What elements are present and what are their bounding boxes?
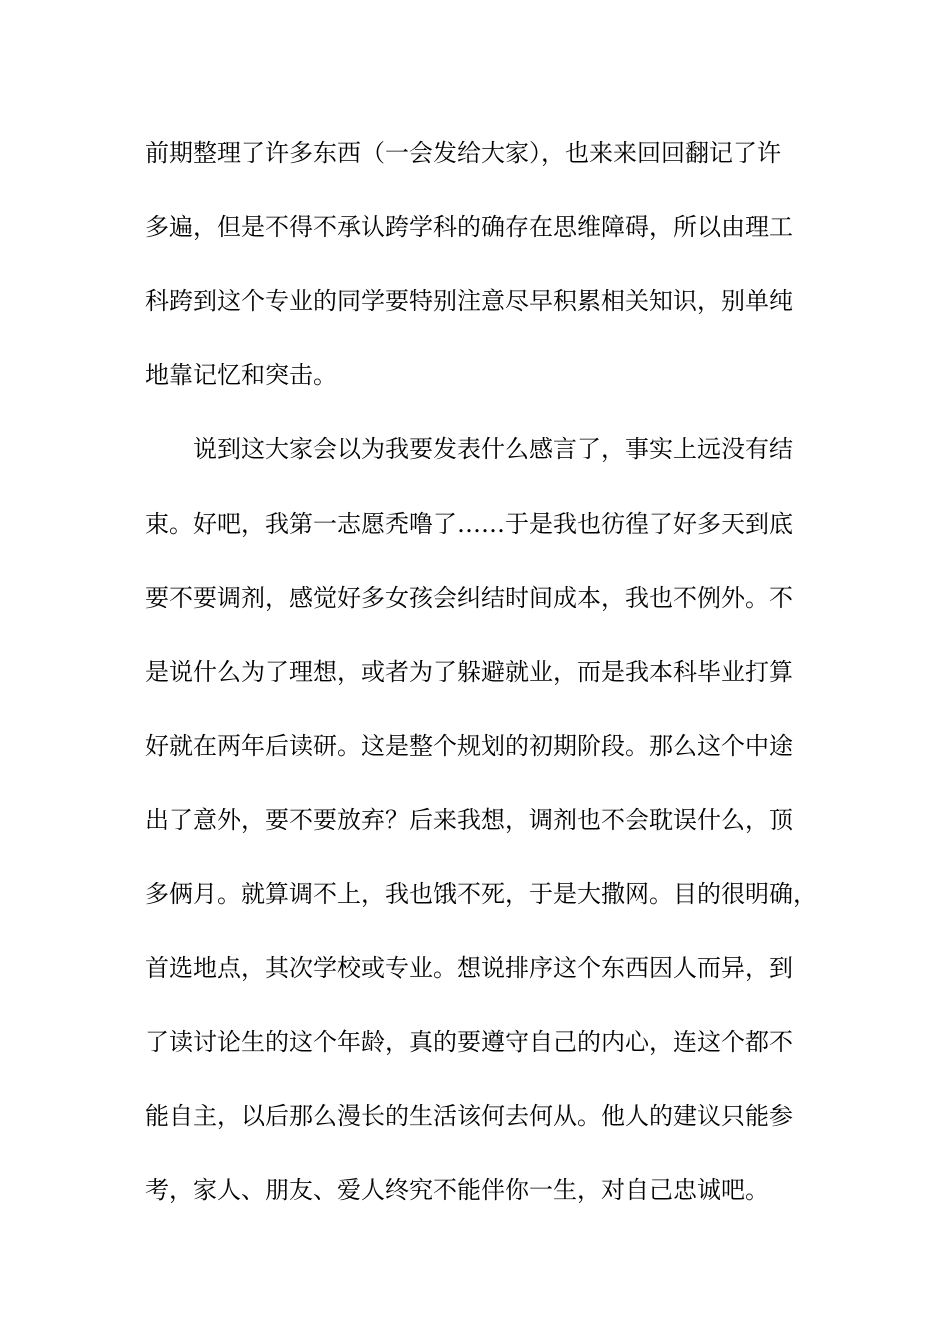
paragraph-1-line-2: 多遍，但是不得不承认跨学科的确存在思维障碍，所以由理工 — [145, 213, 793, 241]
paragraph-2-line-8: 首选地点，其次学校或专业。想说排序这个东西因人而异，到 — [145, 954, 793, 982]
paragraph-2-line-5: 好就在两年后读研。这是整个规划的初期阶段。那么这个中途 — [145, 732, 793, 760]
paragraph-2-line-10: 能自主，以后那么漫长的生活该何去何从。他人的建议只能参 — [145, 1102, 793, 1130]
paragraph-2-line-11: 考，家人、朋友、爱人终究不能伴你一生，对自己忠诚吧。 — [145, 1176, 769, 1204]
paragraph-2-line-6: 出了意外，要不要放弃？后来我想，调剂也不会耽误什么，顶 — [145, 806, 793, 834]
paragraph-1-line-3: 科跨到这个专业的同学要特别注意尽早积累相关知识，别单纯 — [145, 287, 793, 315]
paragraph-2-line-7: 多俩月。就算调不上，我也饿不死，于是大撒网。目的很明确， — [145, 880, 817, 908]
paragraph-1-line-1: 前期整理了许多东西（一会发给大家），也来来回回翻记了许 — [145, 139, 781, 167]
paragraph-2-line-2: 束。好吧，我第一志愿秃噜了……于是我也彷徨了好多天到底 — [145, 510, 793, 538]
paragraph-2-line-3: 要不要调剂，感觉好多女孩会纠结时间成本，我也不例外。不 — [145, 584, 793, 612]
paragraph-2-line-1: 说到这大家会以为我要发表什么感言了，事实上远没有结 — [193, 435, 793, 463]
paragraph-2-line-9: 了读讨论生的这个年龄，真的要遵守自己的内心，连这个都不 — [145, 1028, 793, 1056]
paragraph-1-line-4: 地靠记忆和突击。 — [145, 361, 337, 389]
paragraph-2-line-4: 是说什么为了理想，或者为了躲避就业，而是我本科毕业打算 — [145, 658, 793, 686]
